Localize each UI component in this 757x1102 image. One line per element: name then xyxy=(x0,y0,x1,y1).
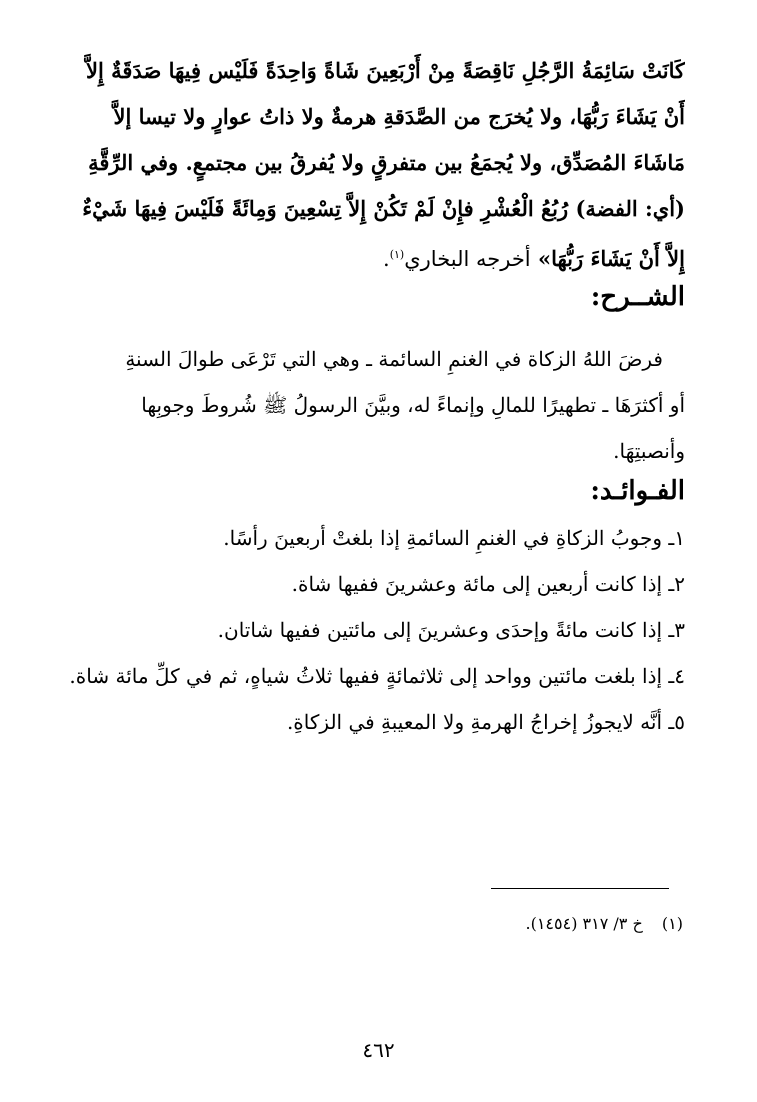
footnote-marker[interactable]: (١) xyxy=(389,248,405,261)
sharh-text xyxy=(66,336,685,474)
hadith-reference: أخرجه البخاري xyxy=(404,247,531,271)
hadith-text xyxy=(66,48,685,282)
sharh-heading: الشــرح: xyxy=(590,282,685,312)
hadith-last-text: إِلاَّ أَنْ يَشَاءَ رَبُّهَا» xyxy=(537,246,685,271)
hadith-line: أَنْ يَشَاءَ رَبُّهَا، ولا يُخرَج من الصَّدَقةِ هرمةٌ ولا ذاتُ عوارٍ ولا تيسا إلاَّ xyxy=(113,104,685,129)
hadith-last-line xyxy=(66,232,685,282)
list-item: ٤ـ إذا بلغت مائتين وواحد إلى ثلاثمائةٍ ففيها ثلاثُ شياهٍ، ثم في كلِّ مائة شاة. xyxy=(69,664,685,688)
page-number: ٤٦٢ xyxy=(362,1038,395,1062)
hadith-line: (أي: الفضة) رُبُعُ الْعُشْرِ فإِنْ لَمْ تَكُنْ إِلاَّ تِسْعِينَ وَمِائَةً فَلَيْسَ فِيهَا شَيْءٌ xyxy=(82,196,685,221)
list-item: ٥ـ أنَّه لايجوزُ إخراجُ الهرمةِ ولا المعيبةِ في الزكاةِ. xyxy=(286,710,685,734)
hadith-line: مَاشَاءَ المُصَدِّق، ولا يُجمَعُ بين متفرقٍ ولا يُفرقُ بين مجتمعٍ. وفي الرِّقَّةِ xyxy=(88,150,685,175)
footnote xyxy=(526,914,684,933)
sharh-line: وأنصبتِهَا. xyxy=(613,439,685,463)
hadith-line: كَانَتْ سَائِمَةُ الرَّجُلِ نَاقِصَةً مِنْ أَرْبَعِينَ شَاةً وَاحِدَةً فَلَيْس فِيهَا صَدَقَةٌ إِلاَّ xyxy=(86,58,685,83)
list-item: ٣ـ إذا كانت مائةً وإحدَى وعشرينَ إلى مائتين ففيها شاتان. xyxy=(217,618,685,642)
sharh-line: أو أكثرَهَا ـ تطهيرًا للمالِ وإنماءً له، وبيَّنَ الرسولُ ﷺ شُروطَ وجوبِها xyxy=(141,393,685,417)
footnote-divider xyxy=(491,888,669,889)
footnote-number: (١) xyxy=(661,914,683,933)
sharh-line: فرضَ اللهُ الزكاة في الغنمِ السائمة ـ وهي التي تَرْعَى طوالَ السنةِ xyxy=(125,347,663,371)
hadith-end-punct: . xyxy=(383,247,390,271)
list-item: ١ـ وجوبُ الزكاةِ في الغنمِ السائمةِ إذا بلغتْ أربعينَ رأسًا. xyxy=(223,526,685,550)
footnote-text: خ ٣/ ٣١٧ (١٤٥٤). xyxy=(525,914,643,933)
benefits-list xyxy=(66,520,685,750)
list-item: ٢ـ إذا كانت أربعين إلى مائة وعشرينَ ففيها شاة. xyxy=(291,572,685,596)
fawaid-heading: الفـوائـد: xyxy=(590,476,685,506)
